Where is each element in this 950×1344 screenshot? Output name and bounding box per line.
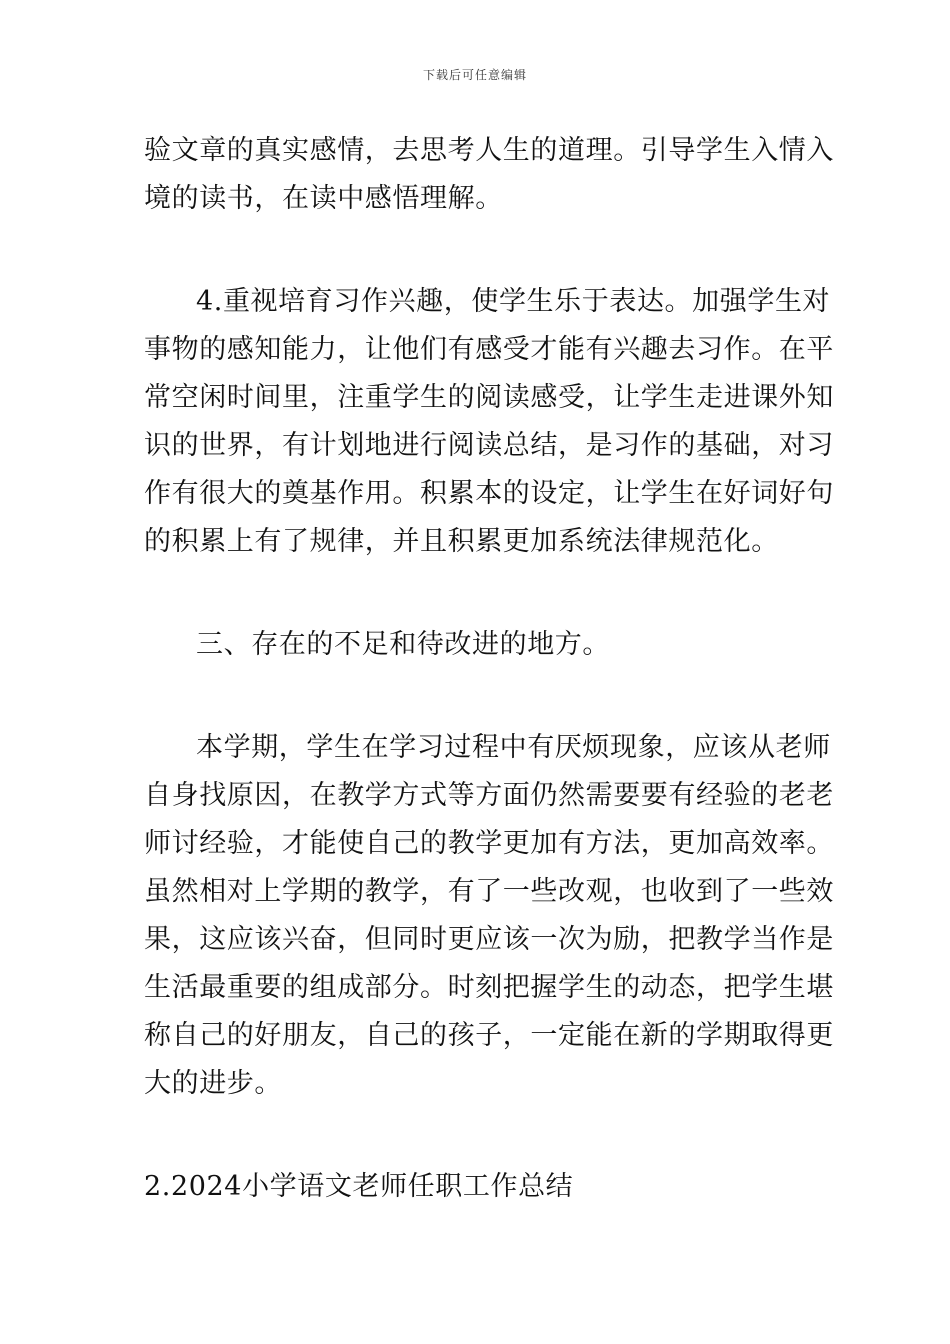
text-line: 的积累上有了规律，并且积累更加系统法律规范化。: [144, 526, 779, 557]
document-body: [144, 127, 834, 1211]
text-line: 果，这应该兴奋，但同时更应该一次为励，把教学当作是: [144, 924, 834, 955]
page-header-note: 下载后可任意编辑: [422, 68, 527, 82]
text-line: 境的读书，在读中感悟理解。: [144, 183, 503, 214]
text-line: 识的世界，有计划地进行阅读总结，是习作的基础，对习: [144, 430, 834, 461]
section-heading: 三、存在的不足和待改进的地方。: [196, 629, 610, 660]
text-line: 验文章的真实感情，去思考人生的道理。引导学生入情入: [144, 135, 834, 166]
paragraph-shortcomings: [144, 724, 834, 1108]
text-line: 作有很大的奠基作用。积累本的设定，让学生在好词好句: [144, 478, 834, 509]
text-line: 生活最重要的组成部分。时刻把握学生的动态，把学生堪: [144, 972, 834, 1003]
text-line: 自身找原因，在教学方式等方面仍然需要要有经验的老老: [144, 780, 834, 811]
paragraph-writing-interest: [144, 278, 834, 566]
text-line: 称自己的好朋友，自己的孩子，一定能在新的学期取得更: [144, 1020, 834, 1051]
paragraph-continuation: [144, 127, 834, 223]
next-section-title: 2.2024小学语文老师任职工作总结: [144, 1171, 574, 1202]
text-line: 4.重视培育习作兴趣，使学生乐于表达。加强学生对: [196, 286, 831, 317]
text-line: 事物的感知能力，让他们有感受才能有兴趣去习作。在平: [144, 334, 834, 365]
text-line: 本学期，学生在学习过程中有厌烦现象，应该从老师: [196, 732, 831, 763]
text-line: 虽然相对上学期的教学，有了一些改观，也收到了一些效: [144, 876, 834, 907]
text-line: 大的进步。: [144, 1068, 282, 1099]
text-line: 师讨经验，才能使自己的教学更加有方法，更加高效率。: [144, 828, 834, 859]
text-line: 常空闲时间里，注重学生的阅读感受，让学生走进课外知: [144, 382, 834, 413]
